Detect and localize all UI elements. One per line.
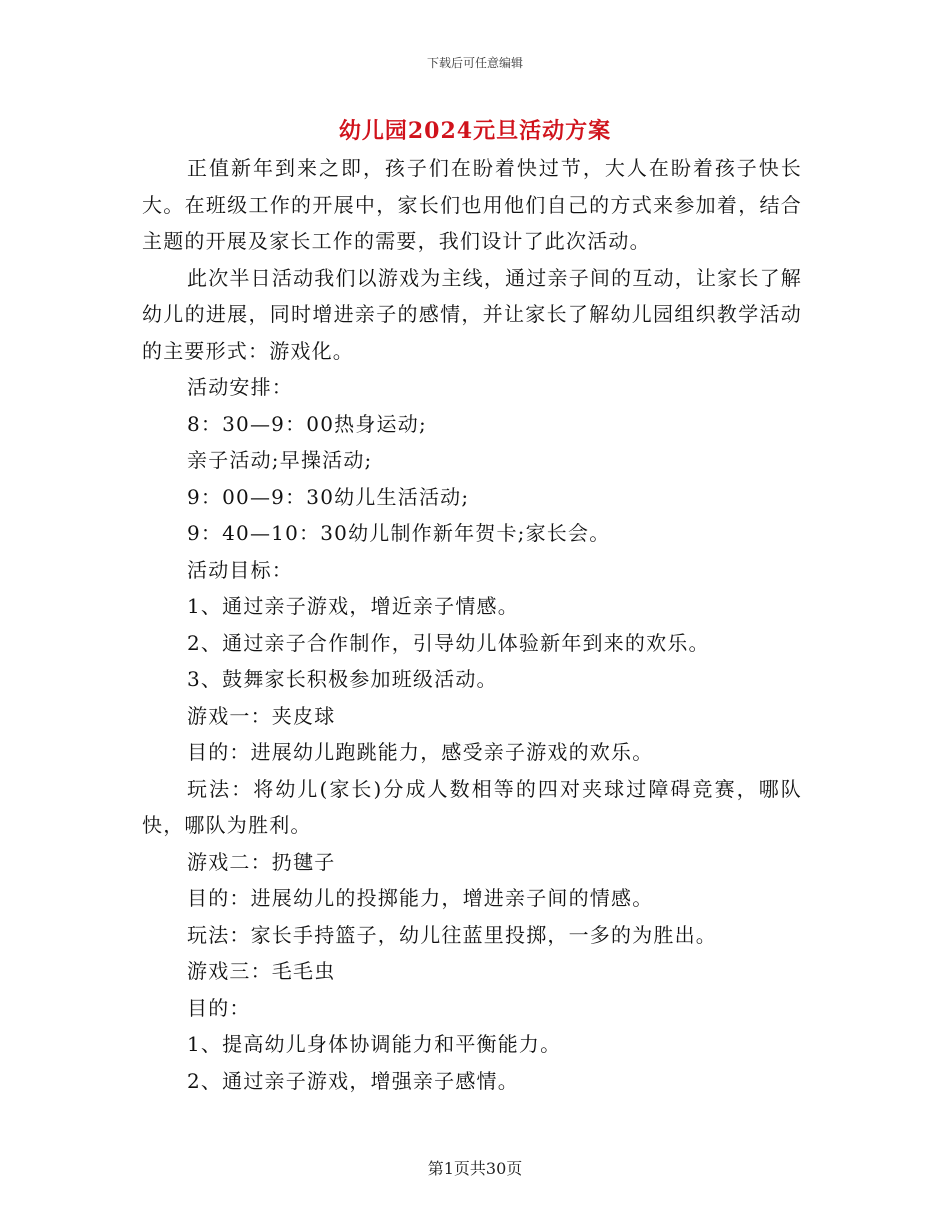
line-game-1-purpose: 目的：进展幼儿跑跳能力，感受亲子游戏的欢乐。	[187, 740, 654, 764]
line-schedule-1: 8：30—9：00热身运动;	[187, 411, 427, 436]
header-note: 下载后可任意编辑	[426, 56, 523, 70]
document-body	[142, 150, 802, 1099]
document-title: 幼儿园2024元旦活动方案	[338, 118, 612, 144]
line-game-3-goal-2: 2、通过亲子游戏，增强亲子感情。	[187, 1068, 519, 1093]
paragraph-game-1-rules: 玩法：将幼儿(家长)分成人数相等的四对夹球过障碍竞赛，哪队快，哪队为胜利。	[142, 776, 802, 837]
line-goal-2: 2、通过亲子合作制作，引导幼儿体验新年到来的欢乐。	[187, 630, 710, 655]
line-game-2-rules: 玩法：家长手持篮子，幼儿往蓝里投掷，一多的为胜出。	[187, 922, 717, 947]
line-game-3-title: 游戏三：毛毛虫	[187, 959, 336, 983]
line-game-3-purpose: 目的：	[187, 995, 251, 1020]
line-game-3-goal-1: 1、提高幼儿身体协调能力和平衡能力。	[187, 1032, 562, 1056]
paragraph-2: 此次半日活动我们以游戏为主线，通过亲子间的互动，让家长了解幼儿的进展，同时增进亲子的感情，并让家长了解幼儿园组织教学活动的主要形式：游戏化。	[142, 265, 802, 363]
line-game-1-title: 游戏一：夹皮球	[187, 703, 336, 728]
line-goal-1: 1、通过亲子游戏，增近亲子情感。	[187, 594, 519, 618]
line-game-2-purpose: 目的：进展幼儿的投掷能力，增进亲子间的情感。	[187, 886, 654, 910]
line-schedule-3: 9：00—9：30幼儿生活活动;	[187, 484, 470, 509]
line-game-2-title: 游戏二：扔毽子	[187, 849, 336, 874]
line-goals-heading: 活动目标：	[187, 557, 293, 582]
line-schedule-heading: 活动安排：	[187, 375, 293, 399]
line-goal-3: 3、鼓舞家长积极参加班级活动。	[187, 667, 498, 691]
line-schedule-2: 亲子活动;早操活动;	[187, 448, 373, 472]
page-number: 第1页共30页	[427, 1159, 523, 1178]
paragraph-1: 正值新年到来之即，孩子们在盼着快过节，大人在盼着孩子快长大。在班级工作的开展中，家长们也用他们自己的方式来参加着，结合主题的开展及家长工作的需要，我们设计了此次活动。	[142, 156, 802, 253]
line-schedule-4: 9：40—10：30幼儿制作新年贺卡;家长会。	[187, 521, 611, 545]
